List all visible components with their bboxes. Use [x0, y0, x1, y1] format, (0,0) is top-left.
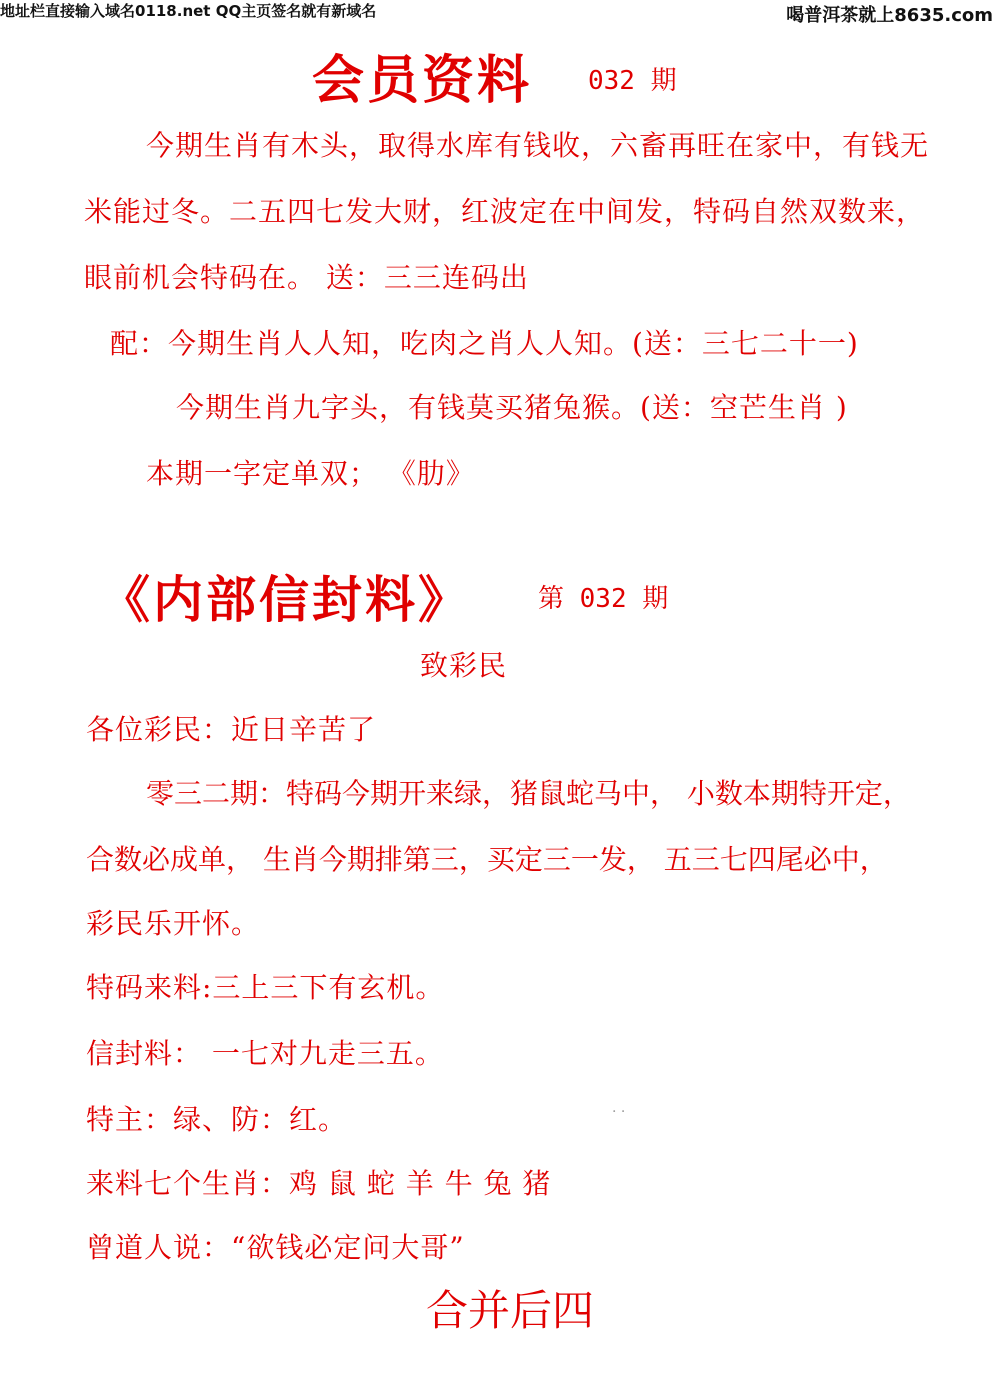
member-poem-line-3: 眼前机会特码在。 送：三三连码出	[84, 261, 529, 294]
quote-line: 曾道人说：“欲钱必定问大哥”	[86, 1231, 465, 1264]
envelope-para-line-1: 零三二期：特码今期开来绿，猪鼠蛇马中， 小数本期特开定，	[146, 777, 911, 810]
bottom-title: 合并后四	[426, 1286, 595, 1335]
envelope-title: 《内部信封料》	[100, 570, 471, 629]
site-banner-left: 地址栏直接输入域名0118.net QQ主页签名就有新域名	[0, 2, 377, 20]
member-pei-line-1: 配：今期生肖人人知，吃肉之肖人人知。(送：三七二十一)	[110, 327, 859, 360]
envelope-para-line-2: 合数必成单， 生肖今期排第三，买定三一发， 五三七四尾必中，	[86, 843, 888, 876]
member-pei-line-2: 今期生肖九字头，有钱莫买猪兔猴。(送：空芒生肖 )	[176, 391, 848, 424]
site-banner-right: 喝普洱茶就上8635.com	[786, 5, 993, 26]
envelope-para-line-3: 彩民乐开怀。	[86, 907, 261, 940]
envelope-issue: 第 032 期	[538, 584, 669, 614]
envelope-greeting: 各位彩民：近日辛苦了	[86, 713, 377, 746]
member-issue: 032 期	[588, 66, 677, 96]
envelope-material: 信封料： 一七对九走三五。	[86, 1037, 444, 1070]
member-poem-line-2: 米能过冬。二五四七发大财，红波定在中间发，特码自然双数来，	[84, 195, 926, 228]
main-colors: 特主：绿、防：红。	[86, 1103, 348, 1136]
seven-zodiacs: 来料七个生肖：鸡 鼠 蛇 羊 牛 兔 猪	[86, 1167, 552, 1200]
special-material: 特码来料:三上三下有玄机。	[86, 971, 445, 1004]
member-single-double: 本期一字定单双； 《肋》	[146, 457, 475, 490]
member-poem-line-1: 今期生肖有木头，取得水库有钱收，六畜再旺在家中，有钱无	[146, 129, 930, 162]
member-title: 会员资料	[312, 50, 533, 111]
envelope-salutation: 致彩民	[420, 649, 508, 682]
scan-speck: · ·	[612, 1104, 626, 1120]
